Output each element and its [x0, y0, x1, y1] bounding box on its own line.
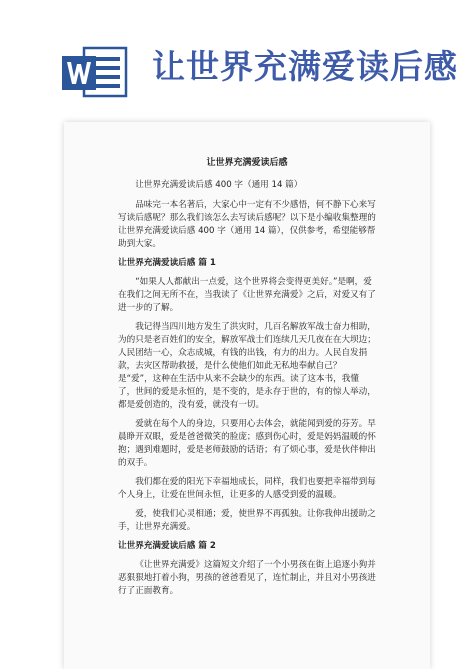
- document-title: 让世界充满爱读后感: [206, 158, 288, 168]
- word-document-icon: [60, 42, 130, 102]
- section-paragraph: “如果人人都献出一点爱，这个世界将会变得更美好。”是啊，爱在我们之间无所不在，当我读了《让世界充满爱》之后，对爱又有了进一步的了解。: [118, 277, 376, 313]
- document-page: [64, 122, 430, 669]
- section-paragraph: 我记得当四川地方发生了洪灾时，几百名解放军战士奋力相助，为的只是老百姓们的安全，解放军战士们连续几天几夜在在大坝边；人民团结一心，众志成城，有钱的出钱，有力的出力。人民自发捐款，去灾区帮助救援，是什么使他们如此无私地奉献自己？是“爱”，这种在生活中从来不会缺少的东西。读了这本书，我懂了，世间的爱是永恒的，是不变的，是永存于世的，有的惊人举动，都是爱创造的，没有爱，就没有一切。: [118, 322, 376, 410]
- section-title: 让世界充满爱读后感 篇 1: [118, 258, 216, 268]
- intro-paragraph: 品味完一本名著后，大家心中一定有不少感悟，何不静下心来写写读后感呢？那么我们该怎么去写读后感呢？以下是小编收集整理的让世界充满爱读后感 400 字（通用 14 篇），仅供参考，希望能够帮助到大家。: [118, 200, 376, 249]
- section-title: 让世界充满爱读后感 篇 2: [118, 541, 216, 551]
- page-header: [0, 0, 474, 112]
- document-body: [118, 157, 376, 604]
- header-title: 让世界充满爱读后感: [152, 47, 458, 86]
- section-paragraph: 爱，使我们心灵相通；爱，使世界不再孤独。让你我伸出援助之手，让世界充满爱。: [118, 509, 376, 532]
- section-paragraph: 我们都在爱的阳光下幸福地成长，同样，我们也要把幸福带到每个人身上，让爱在世间永恒，让更多的人感受到爱的温暖。: [118, 477, 376, 500]
- section-paragraph: 爱就在每个人的身边，只要用心去体会，就能闻到爱的芬芳。早晨睁开双眼，爱是爸爸微笑的脸庞；感到伤心时，爱是妈妈温暖的怀抱；遇到难题时，爱是老师鼓励的话语；有了烦心事，爱是伙伴伸出的双手。: [118, 419, 376, 468]
- document-meta: 让世界充满爱读后感 400 字（通用 14 篇）: [135, 180, 303, 190]
- section-paragraph: 《让世界充满爱》这篇短文介绍了一个小男孩在街上追逐小狗并恶狠狠地打着小狗，男孩的爸爸看见了，连忙制止，并且对小男孩进行了正面教育。: [118, 560, 376, 596]
